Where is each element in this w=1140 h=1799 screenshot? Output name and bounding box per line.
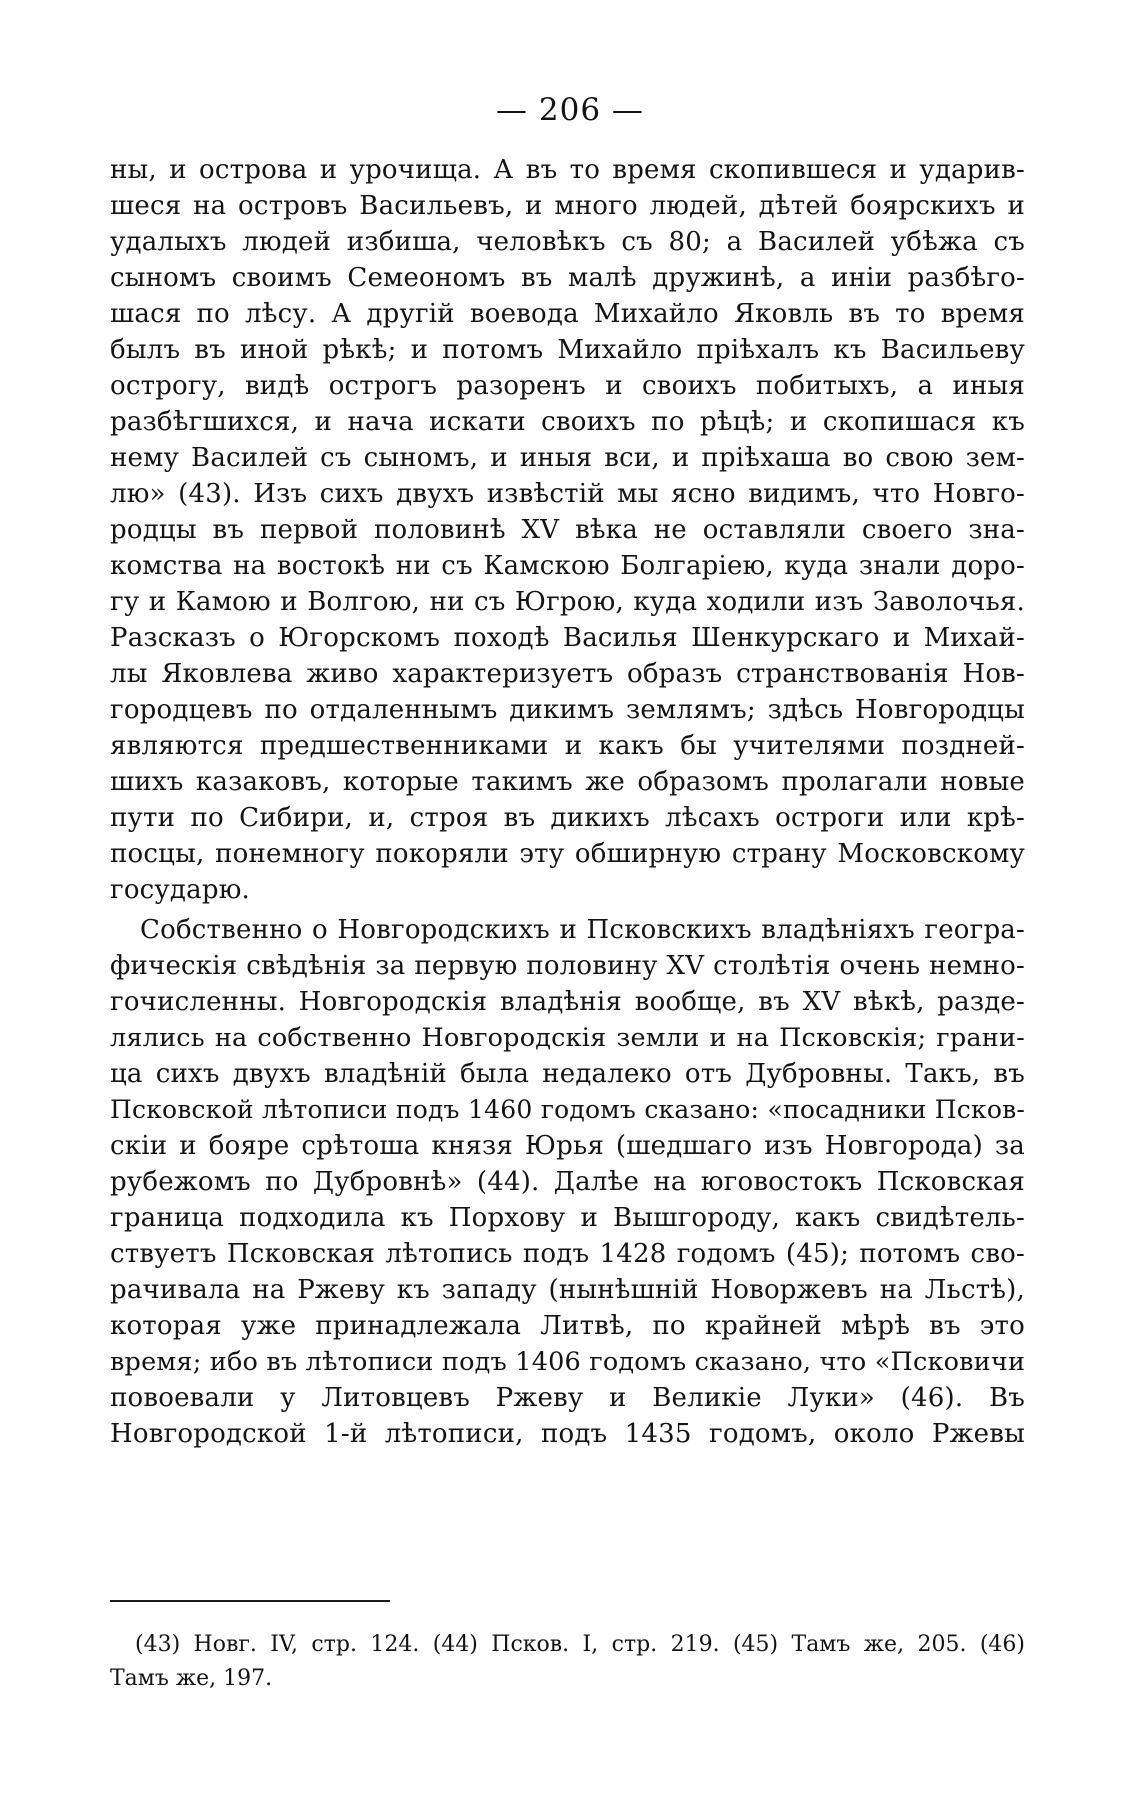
footnote-divider — [110, 1600, 390, 1602]
text-line: комства на востокѣ ни съ Камскою Болгарiею, куда знали доро- — [110, 551, 1025, 581]
page-number: — 206 — — [496, 92, 644, 128]
text-line: лялись на собственно Новгородскiя земли и на Псковскiя; грани- — [110, 1023, 1025, 1053]
text-line: рачивала на Ржеву къ западу (нынѣшнiй Новоржевъ на Льстѣ), — [110, 1275, 1025, 1305]
text-line: Псковской лѣтописи подъ 1460 годомъ сказано: «посадники Псков- — [110, 1095, 1025, 1124]
text-line: гу и Камою и Волгою, ни съ Югрою, куда ходили изъ Заволочья. — [110, 587, 1025, 617]
text-line: разбѣгшихся, и нача искати своихъ по рѣцѣ; и скопишася къ — [110, 407, 1025, 437]
text-line: гочисленны. Новгородскiя владѣнiя вообще, въ XV вѣкѣ, разде- — [110, 987, 1025, 1017]
text-line: лы Яковлева живо характеризуетъ образъ странствованiя Нов- — [110, 659, 1025, 689]
text-line: лю» (43). Изъ сихъ двухъ извѣстiй мы ясно видимъ, что Новго- — [110, 479, 1025, 509]
text-line: шеся на островъ Васильевъ, и много людей, дѣтей боярскихъ и — [110, 191, 1025, 221]
text-line: шихъ казаковъ, которые такимъ же образомъ пролагали новые — [110, 767, 1025, 797]
text-line: родцы въ первой половинѣ XV вѣка не оставляли своего зна- — [110, 515, 1025, 545]
text-line: повоевали у Литовцевъ Ржеву и Великiе Луки» (46). Въ — [110, 1383, 1025, 1413]
text-line: ны, и острова и урочища. А въ то время скопившеся и ударив- — [110, 155, 1025, 185]
text-line: посцы, понемногу покоряли эту обширную страну Московскому — [110, 839, 1025, 869]
text-line: Собственно о Новгородскихъ и Псковскихъ владѣнiяхъ геогра- — [140, 915, 1025, 945]
text-line: шася по лѣсу. А другiй воевода Михайло Яковль въ то время — [110, 299, 1025, 329]
text-line: городцевъ по отдаленнымъ дикимъ землямъ; здѣсь Новгородцы — [110, 695, 1025, 725]
text-line: Новгородской 1-й лѣтописи, подъ 1435 годомъ, около Ржевы — [110, 1419, 1025, 1449]
footnote-line: (43) Новг. IV, стр. 124. (44) Псков. I, стр. 219. (45) Тамъ же, 205. (46) — [135, 1632, 1025, 1657]
text-line: ствуетъ Псковская лѣтопись подъ 1428 годомъ (45); потомъ сво- — [110, 1239, 1025, 1269]
text-line: сыномъ своимъ Семеономъ въ малѣ дружинѣ, а инiи разбѣго- — [110, 263, 1025, 293]
text-line: пути по Сибири, и, строя въ дикихъ лѣсахъ остроги или крѣ- — [110, 803, 1025, 833]
text-line: ца сихъ двухъ владѣнiй была недалеко отъ Дубровны. Такъ, въ — [110, 1059, 1025, 1089]
text-line: являются предшественниками и какъ бы учителями поздней- — [110, 731, 1025, 761]
text-line: которая уже принадлежала Литвѣ, по крайней мѣрѣ въ это — [110, 1311, 1025, 1341]
text-line: граница подходила къ Порхову и Вышгороду, какъ свидѣтель- — [110, 1203, 1025, 1233]
text-line: скiи и бояре срѣтоша князя Юрья (шедшаго изъ Новгорода) за — [110, 1131, 1025, 1161]
text-line: время; ибо въ лѣтописи подъ 1406 годомъ сказано, что «Псковичи — [110, 1347, 1026, 1377]
text-line: острогу, видѣ острогъ разоренъ и своихъ побитыхъ, а иныя — [110, 371, 1025, 401]
text-line: Разсказъ о Югорскомъ походѣ Василья Шенкурскаго и Михай- — [110, 623, 1025, 653]
text-line: нему Василей съ сыномъ, и иныя вси, и прiѣхаша во свою зем- — [110, 443, 1025, 473]
text-line: фическiя свѣдѣнiя за первую половину XV столѣтiя очень немно- — [110, 951, 1025, 981]
footnote-line: Тамъ же, 197. — [110, 1666, 273, 1691]
text-line: рубежомъ по Дубровнѣ» (44). Далѣе на юговостокъ Псковская — [110, 1167, 1025, 1197]
text-line: былъ въ иной рѣкѣ; и потомъ Михайло прiѣхалъ къ Васильеву — [110, 335, 1025, 365]
text-line: удалыхъ людей избиша, человѣкъ съ 80; а Василей убѣжа съ — [110, 227, 1025, 257]
text-line: государю. — [110, 875, 250, 905]
